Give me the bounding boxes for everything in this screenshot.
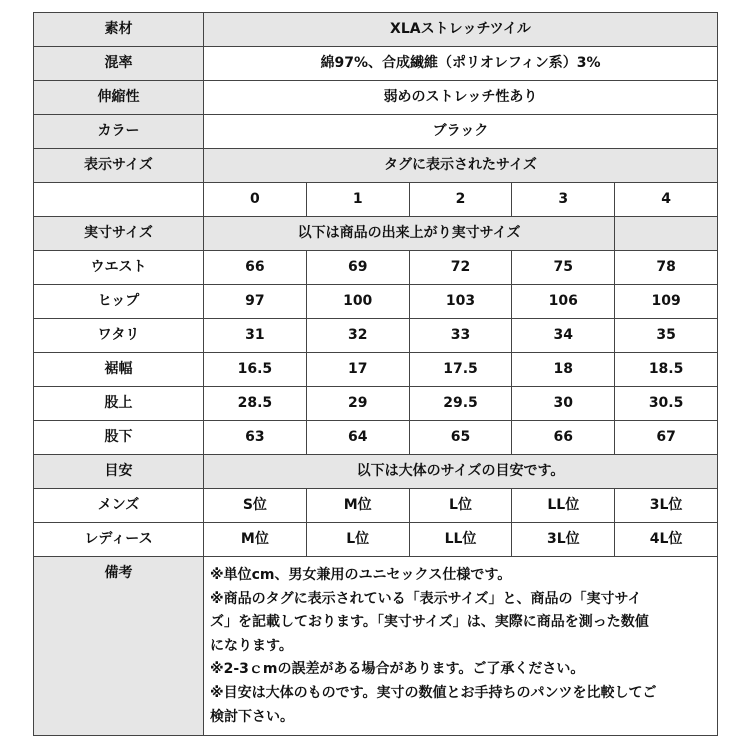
measurement-cell: 66 [512,421,615,455]
measurement-cell: 109 [615,285,718,319]
blend-value: 綿97%、合成繊維（ポリオレフィン系）3% [204,47,718,81]
note-line: ※2-3ｃmの誤差がある場合があります。ご了承ください。 [210,661,585,678]
actual-size-value: 以下は商品の出来上がり実寸サイズ [204,217,615,251]
size-header-cell: 3 [512,183,615,217]
size-header-cell: 4 [615,183,718,217]
measurement-cell: 18 [512,353,615,387]
measurement-cell: 69 [306,251,409,285]
measurement-cell: 30.5 [615,387,718,421]
measurement-label: 股上 [34,387,204,421]
blend-label: 混率 [34,47,204,81]
actual-size-blank [615,217,718,251]
size-header-blank [34,183,204,217]
guide-cell: 3L位 [512,523,615,557]
measurement-row-hip [34,285,718,319]
measurement-cell: 29.5 [409,387,512,421]
measurement-cell: 65 [409,421,512,455]
measurement-cell: 35 [615,319,718,353]
note-line: になります。 [210,637,293,654]
actual-size-row [34,217,718,251]
size-header-cell: 1 [306,183,409,217]
measurement-cell: 28.5 [204,387,307,421]
guide-label: 目安 [34,455,204,489]
material-value: XLAストレッチツイル [204,13,718,47]
measurement-label: ワタリ [34,319,204,353]
measurement-cell: 67 [615,421,718,455]
measurement-cell: 106 [512,285,615,319]
measurement-row-rise [34,387,718,421]
measurement-cell: 17 [306,353,409,387]
measurement-cell: 66 [204,251,307,285]
note-line: ズ」を記載しております。「実寸サイズ」は、実際に商品を測った数値 [210,614,649,631]
stretch-row [34,81,718,115]
note-line: ※商品のタグに表示されている「表示サイズ」と、商品の「実寸サイ [210,590,642,607]
measurement-row-hem [34,353,718,387]
guide-cell: M位 [204,523,307,557]
actual-size-label: 実寸サイズ [34,217,204,251]
display-size-label: 表示サイズ [34,149,204,183]
measurement-cell: 103 [409,285,512,319]
guide-row-label: メンズ [34,489,204,523]
guide-cell: S位 [204,489,307,523]
guide-cell: L位 [409,489,512,523]
stretch-value: 弱めのストレッチ性あり [204,81,718,115]
material-row [34,13,718,47]
measurement-cell: 32 [306,319,409,353]
measurement-cell: 33 [409,319,512,353]
color-label: カラー [34,115,204,149]
guide-row-mens [34,489,718,523]
guide-cell: L位 [306,523,409,557]
measurement-cell: 72 [409,251,512,285]
guide-row-label: レディース [34,523,204,557]
size-header-row [34,183,718,217]
measurement-label: ウエスト [34,251,204,285]
notes-label: 備考 [34,557,204,736]
note-line: ※目安は大体のものです。実寸の数値とお手持ちのパンツを比較してご [210,684,657,701]
measurement-row-thigh [34,319,718,353]
measurement-cell: 97 [204,285,307,319]
size-spec-table [33,12,718,736]
measurement-label: ヒップ [34,285,204,319]
measurement-cell: 64 [306,421,409,455]
measurement-cell: 75 [512,251,615,285]
guide-cell: LL位 [409,523,512,557]
size-header-cell: 0 [204,183,307,217]
guide-cell: 3L位 [615,489,718,523]
material-label: 素材 [34,13,204,47]
measurement-label: 股下 [34,421,204,455]
guide-row [34,455,718,489]
note-line: 検討下さい。 [210,708,294,725]
notes-body [204,557,718,736]
measurement-cell: 18.5 [615,353,718,387]
display-size-value: タグに表示されたサイズ [204,149,718,183]
measurement-cell: 17.5 [409,353,512,387]
guide-cell: LL位 [512,489,615,523]
measurement-cell: 30 [512,387,615,421]
stretch-label: 伸縮性 [34,81,204,115]
measurement-row-inseam [34,421,718,455]
color-row [34,115,718,149]
guide-row-ladies [34,523,718,557]
measurement-cell: 63 [204,421,307,455]
measurement-row-waist [34,251,718,285]
note-line: ※単位cm、男女兼用のユニセックス仕様です。 [210,567,512,583]
display-size-row [34,149,718,183]
guide-cell: M位 [306,489,409,523]
measurement-label: 裾幅 [34,353,204,387]
measurement-cell: 16.5 [204,353,307,387]
color-value: ブラック [204,115,718,149]
blend-row [34,47,718,81]
measurement-cell: 31 [204,319,307,353]
measurement-cell: 100 [306,285,409,319]
notes-row [34,557,718,736]
size-header-cell: 2 [409,183,512,217]
guide-value: 以下は大体のサイズの目安です。 [204,455,718,489]
measurement-cell: 78 [615,251,718,285]
measurement-cell: 34 [512,319,615,353]
measurement-cell: 29 [306,387,409,421]
guide-cell: 4L位 [615,523,718,557]
